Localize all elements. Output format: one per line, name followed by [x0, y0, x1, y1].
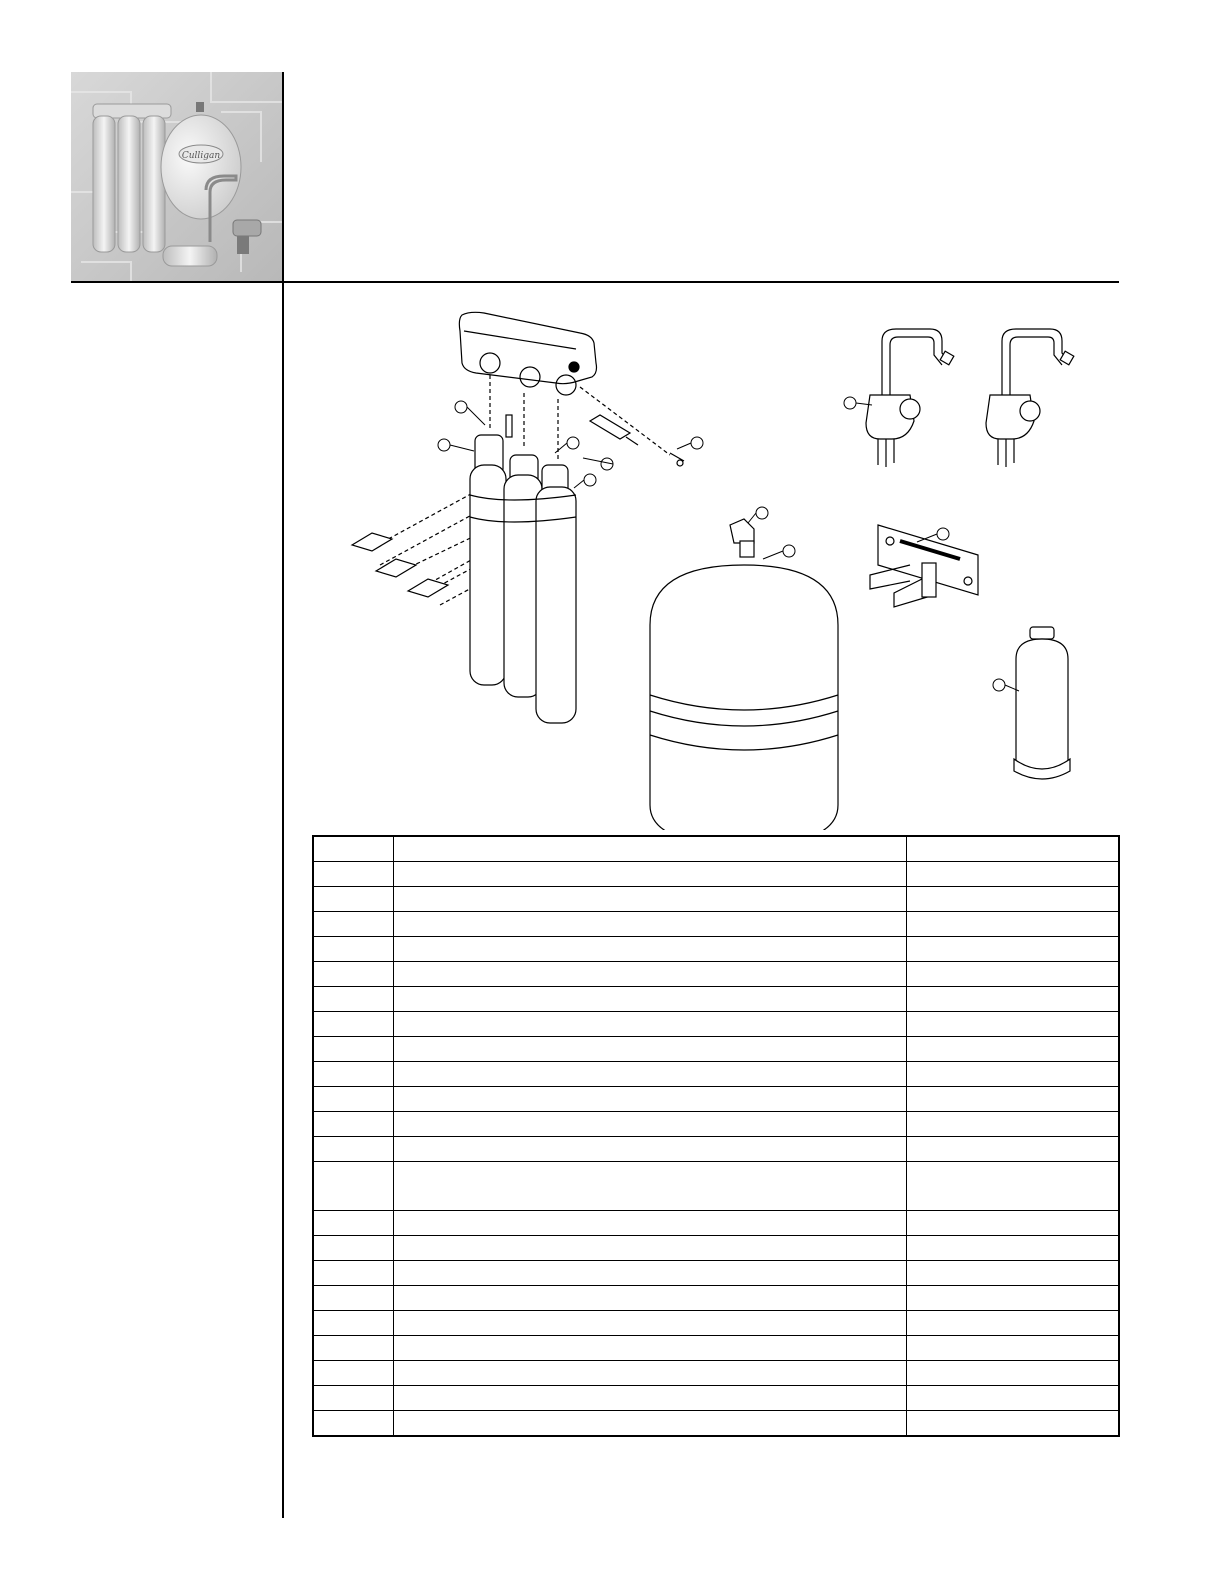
table-row [313, 912, 1119, 937]
table-cell-description [393, 887, 906, 912]
table-row [313, 862, 1119, 887]
manifold-head [459, 312, 596, 395]
table-cell-part-no [906, 1311, 1119, 1336]
table-cell-description [393, 1062, 906, 1087]
table-row [313, 1087, 1119, 1112]
table-cell-part-no [906, 937, 1119, 962]
table-cell-description [393, 1087, 906, 1112]
table-cell-description [393, 836, 906, 862]
table-cell-part-no [906, 987, 1119, 1012]
table-cell-item [313, 912, 393, 937]
parts-table [312, 835, 1120, 1437]
table-cell-part-no [906, 1087, 1119, 1112]
table-cell-description [393, 1311, 906, 1336]
table-cell-item [313, 1012, 393, 1037]
table-row [313, 1386, 1119, 1411]
table-cell-item [313, 1087, 393, 1112]
storage-tank [650, 565, 838, 830]
table-cell-item [313, 962, 393, 987]
table-row [313, 937, 1119, 962]
table-row [313, 1411, 1119, 1437]
table-cell-item [313, 1162, 393, 1211]
table-cell-description [393, 1286, 906, 1311]
faucet-2 [986, 329, 1074, 467]
table-row [313, 962, 1119, 987]
table-cell-description [393, 1211, 906, 1236]
table-cell-part-no [906, 962, 1119, 987]
table-cell-part-no [906, 1386, 1119, 1411]
table-cell-item [313, 1211, 393, 1236]
table-cell-description [393, 1012, 906, 1037]
table-cell-item [313, 862, 393, 887]
table-cell-item [313, 887, 393, 912]
table-cell-item [313, 1336, 393, 1361]
retaining-clips [352, 533, 448, 597]
table-row [313, 1336, 1119, 1361]
table-row [313, 987, 1119, 1012]
table-cell-item [313, 1311, 393, 1336]
table-cell-description [393, 1137, 906, 1162]
table-cell-description [393, 962, 906, 987]
table-row [313, 1211, 1119, 1236]
table-row [313, 1286, 1119, 1311]
table-cell-item [313, 1411, 393, 1437]
table-cell-description [393, 1112, 906, 1137]
table-cell-item [313, 987, 393, 1012]
post-filter [1014, 627, 1070, 779]
table-cell-description [393, 1236, 906, 1261]
table-row [313, 1361, 1119, 1386]
table-row [313, 1162, 1119, 1211]
table-row [313, 1112, 1119, 1137]
table-cell-part-no [906, 887, 1119, 912]
culligan-logo-text: Culligan [181, 151, 221, 161]
table-cell-part-no [906, 1037, 1119, 1062]
table-cell-item [313, 937, 393, 962]
table-cell-part-no [906, 912, 1119, 937]
mounting-bracket [870, 525, 978, 607]
table-cell-description [393, 912, 906, 937]
table-cell-part-no [906, 1336, 1119, 1361]
table-cell-item [313, 1137, 393, 1162]
table-cell-item [313, 1236, 393, 1261]
table-cell-description [393, 862, 906, 887]
table-cell-description [393, 1261, 906, 1286]
exploded-parts-diagram [330, 305, 1110, 830]
table-cell-part-no [906, 836, 1119, 862]
table-cell-item [313, 1286, 393, 1311]
table-cell-description [393, 937, 906, 962]
table-cell-part-no [906, 1012, 1119, 1037]
table-row [313, 1236, 1119, 1261]
table-row [313, 1037, 1119, 1062]
table-cell-part-no [906, 1286, 1119, 1311]
filter-cartridges [470, 435, 576, 723]
table-cell-part-no [906, 1112, 1119, 1137]
table-row [313, 887, 1119, 912]
table-cell-part-no [906, 1361, 1119, 1386]
table-cell-part-no [906, 1211, 1119, 1236]
table-row [313, 1062, 1119, 1087]
table-cell-item [313, 1062, 393, 1087]
table-cell-item [313, 1386, 393, 1411]
table-row [313, 836, 1119, 862]
table-cell-description [393, 1361, 906, 1386]
table-row [313, 1261, 1119, 1286]
table-cell-item [313, 1361, 393, 1386]
table-cell-part-no [906, 1137, 1119, 1162]
table-cell-part-no [906, 1411, 1119, 1437]
table-cell-part-no [906, 1236, 1119, 1261]
table-cell-part-no [906, 1062, 1119, 1087]
product-photo-art [71, 72, 283, 283]
faucet-1 [866, 329, 954, 467]
table-cell-part-no [906, 862, 1119, 887]
table-cell-description [393, 1386, 906, 1411]
table-cell-item [313, 1261, 393, 1286]
table-cell-item [313, 1037, 393, 1062]
table-cell-item [313, 1112, 393, 1137]
vertical-rule [282, 72, 284, 1518]
table-cell-description [393, 1336, 906, 1361]
table-row [313, 1311, 1119, 1336]
table-cell-description [393, 1162, 906, 1211]
product-photo [71, 72, 283, 283]
parts-table-body [313, 836, 1119, 1436]
table-cell-part-no [906, 1261, 1119, 1286]
table-row [313, 1137, 1119, 1162]
table-row [313, 1012, 1119, 1037]
table-cell-description [393, 1037, 906, 1062]
table-cell-description [393, 987, 906, 1012]
table-cell-description [393, 1411, 906, 1437]
table-cell-part-no [906, 1162, 1119, 1211]
table-cell-item [313, 836, 393, 862]
horizontal-rule [71, 281, 1119, 283]
